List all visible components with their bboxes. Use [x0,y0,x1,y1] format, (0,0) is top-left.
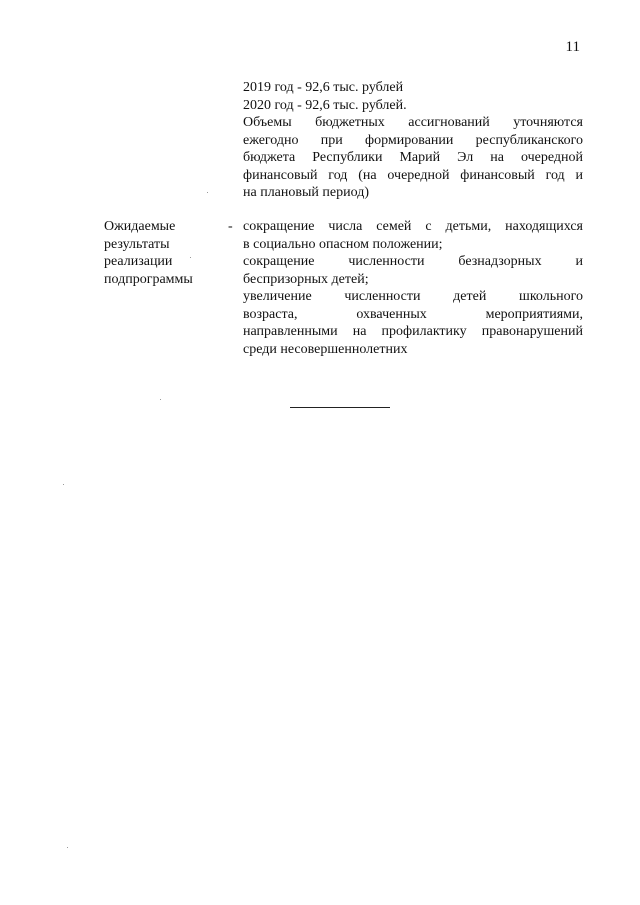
result-line: в социально опасном положении; [243,236,443,252]
funding-note-line: на плановый период) [243,185,369,200]
expected-results-list [243,218,583,358]
end-separator-line [290,407,390,408]
result-line: среди несовершеннолетних [243,341,408,357]
result-line: направленными на профилактику правонарушений [243,324,583,339]
label-line: подпрограммы [104,271,193,287]
result-line: возраста, охваченных мероприятиями, [243,306,583,322]
funding-note-line: бюджета Республики Марий Эл на очередной [243,150,583,165]
label-line: Ожидаемые [104,219,176,234]
expected-results-label [104,218,224,288]
funding-note-line: Объемы бюджетных ассигнований уточняются [243,115,583,130]
result-item-families [243,218,583,253]
scan-speck [67,847,68,848]
funding-line-2020: 2020 год - 92,6 тыс. рублей. [243,97,407,113]
result-line: увеличение численности детей школьного [243,289,583,304]
funding-note [243,114,583,202]
scan-speck [63,484,64,485]
page-number: 11 [565,39,580,55]
scan-speck [207,192,208,193]
label-dash: - [228,219,233,234]
funding-note-line: финансовый год (на очередной финансовый год и [243,167,583,183]
scan-speck [190,257,191,258]
funding-note-line: ежегодно при формировании республиканского [243,132,583,148]
label-line: реализации [104,254,173,269]
funding-years [243,79,583,114]
result-line: сокращение числа семей с детьми, находящихся [243,219,583,234]
label-line: результаты [104,236,170,252]
result-line: беспризорных детей; [243,271,369,287]
funding-line-2019: 2019 год - 92,6 тыс. рублей [243,80,404,95]
result-item-homeless-children [243,253,583,288]
result-item-school-children [243,288,583,358]
scan-speck [160,399,161,400]
result-line: сокращение численности безнадзорных и [243,254,583,269]
